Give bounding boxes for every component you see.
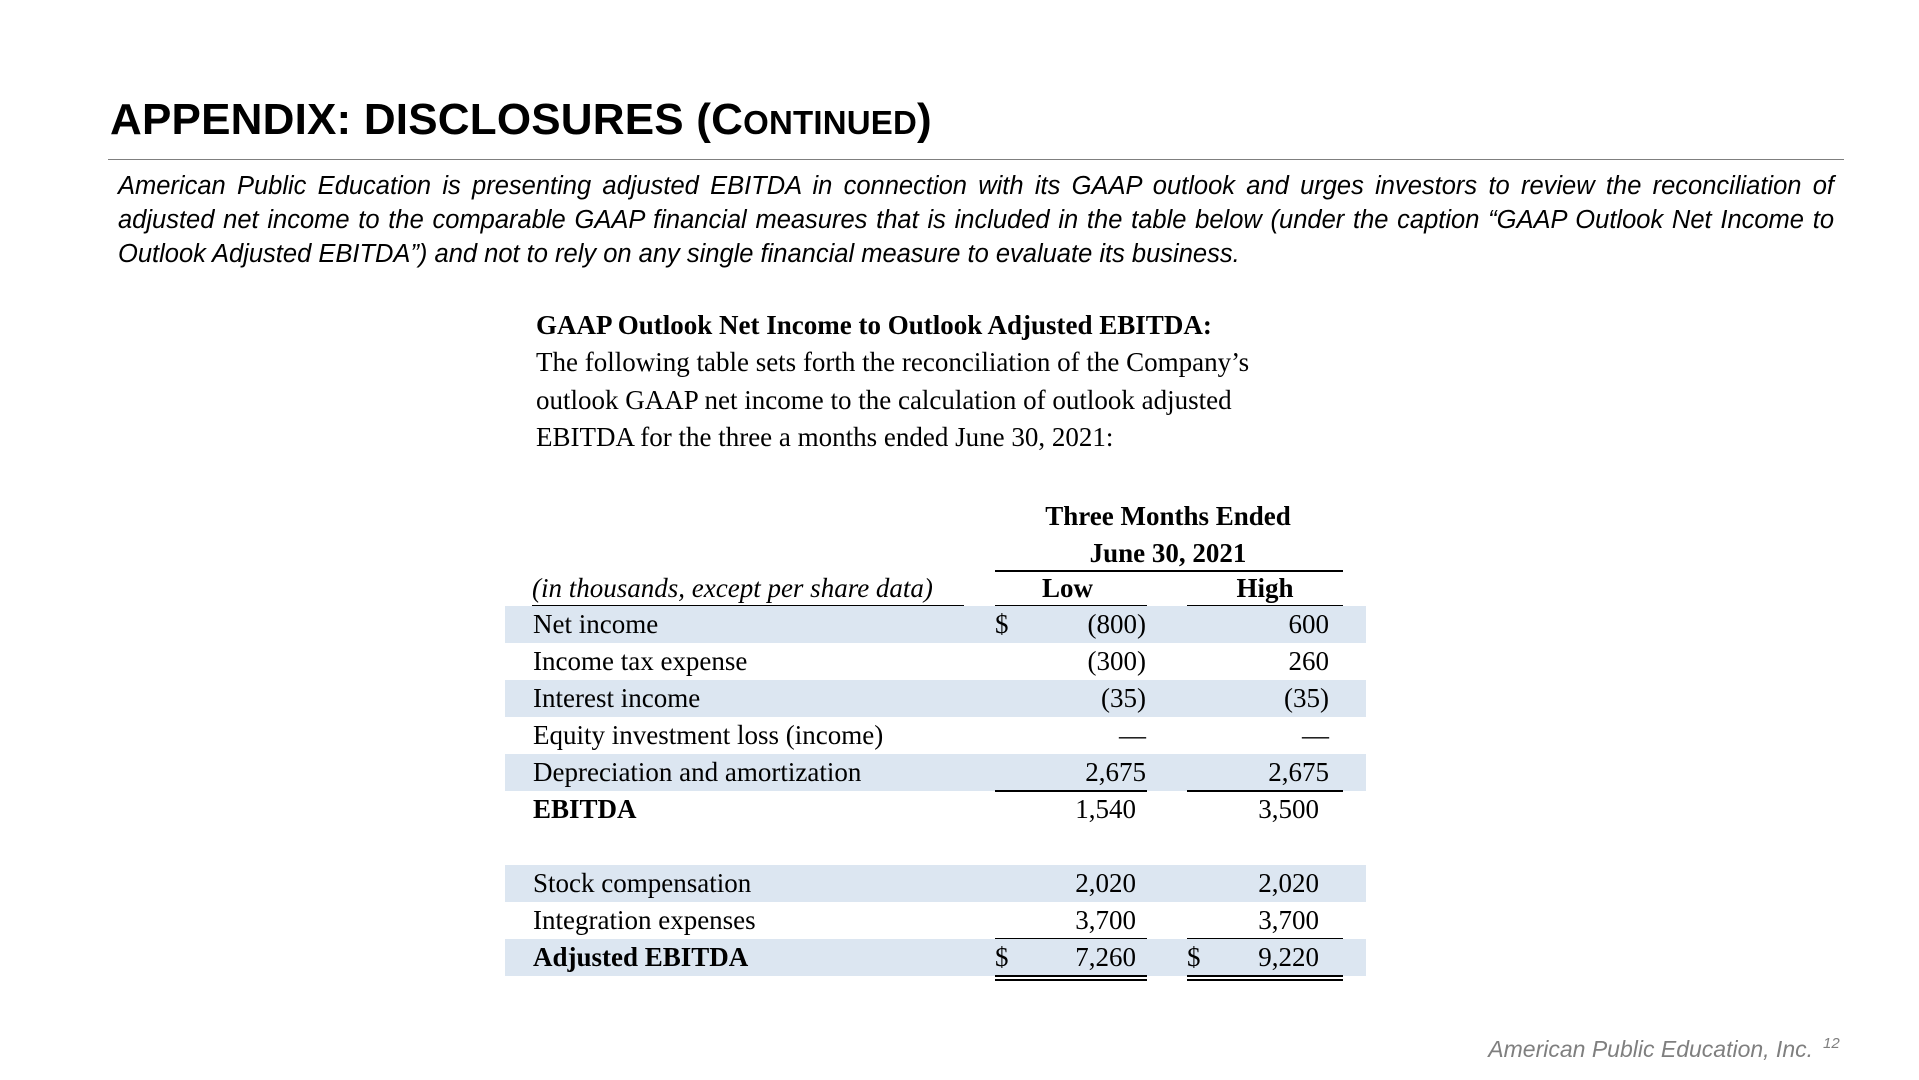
high-value: 260 <box>1288 646 1329 676</box>
period-header-line2: June 30, 2021 <box>1089 538 1247 568</box>
low-value: — <box>1119 720 1146 750</box>
low-value: 2,020 <box>1075 868 1136 898</box>
col-header-high: High <box>1236 573 1294 603</box>
table-row <box>505 680 1366 717</box>
low-value: 2,675 <box>1085 757 1146 787</box>
title-small-caps: ONTINUED <box>743 104 918 141</box>
high-value: 3,700 <box>1258 905 1319 935</box>
table-row <box>505 606 1366 643</box>
title-divider <box>108 159 1844 160</box>
low-value: (35) <box>1101 683 1146 713</box>
high-value: 3,500 <box>1258 794 1319 824</box>
table-row <box>505 865 1366 902</box>
page-title <box>110 92 932 151</box>
high-value: 2,675 <box>1268 757 1329 787</box>
row-label: Net income <box>533 609 659 639</box>
high-value: 9,220 <box>1258 942 1319 972</box>
title-main: APPENDIX: DISCLOSURES (C <box>110 95 744 144</box>
table-row <box>505 717 1366 754</box>
units-label: (in thousands, except per share data) <box>532 573 933 603</box>
low-value: (300) <box>1087 646 1146 676</box>
high-double-underline-2 <box>1187 979 1343 981</box>
high-value: — <box>1302 720 1329 750</box>
col-header-low: Low <box>1041 573 1093 603</box>
intro-paragraph: American Public Education is presenting adjusted EBITDA in connection with its GAAP outlook and urges investors to review the reconciliation of adjusted net income to the comparable GAAP financial measures that is included in the table below (under the caption “GAAP Outlook Net Income to Outlook Adjusted EBITDA”) and not to rely on any single financial measure to evaluate its business. <box>118 172 1834 268</box>
low-value: 1,540 <box>1075 794 1136 824</box>
low-double-underline-2 <box>995 979 1147 981</box>
low-value: 7,260 <box>1075 942 1136 972</box>
title-end: ) <box>917 95 932 144</box>
high-value: 2,020 <box>1258 868 1319 898</box>
table-row <box>505 643 1366 680</box>
high-double-underline-1 <box>1187 975 1343 977</box>
low-value: 3,700 <box>1075 905 1136 935</box>
row-label: Depreciation and amortization <box>533 757 862 787</box>
reconciliation-heading: GAAP Outlook Net Income to Outlook Adjusted EBITDA: <box>536 310 1212 340</box>
table-row <box>505 754 1366 791</box>
high-value: (35) <box>1284 683 1329 713</box>
row-label: Equity investment loss (income) <box>533 720 884 750</box>
low-currency-symbol: $ <box>995 942 1009 972</box>
high-value: 600 <box>1288 609 1329 639</box>
table-row <box>505 791 1366 828</box>
high-currency-symbol: $ <box>1187 942 1201 972</box>
row-label: Stock compensation <box>533 868 752 898</box>
row-label: Integration expenses <box>533 905 756 935</box>
period-header-line1: Three Months Ended <box>1045 501 1291 531</box>
reconciliation-description-line: outlook GAAP net income to the calculation of outlook adjusted <box>536 384 1232 415</box>
reconciliation-description-line: EBITDA for the three a months ended June 30, 2021: <box>536 422 1114 452</box>
low-currency-symbol: $ <box>995 609 1009 639</box>
table-row <box>505 902 1366 939</box>
reconciliation-description-line: The following table sets forth the reconciliation of the Company’s <box>536 347 1250 377</box>
table-row-spacer <box>505 828 1366 865</box>
row-label: EBITDA <box>533 794 637 824</box>
row-label: Interest income <box>533 683 701 713</box>
low-double-underline-1 <box>995 975 1147 977</box>
table-row <box>505 939 1366 976</box>
page-number: 12 <box>1823 1035 1840 1052</box>
reconciliation-description <box>536 344 1296 457</box>
low-value: (800) <box>1087 609 1146 639</box>
row-label: Income tax expense <box>533 646 748 676</box>
row-label: Adjusted EBITDA <box>533 942 749 972</box>
footer-company: American Public Education, Inc. <box>1488 1036 1813 1062</box>
